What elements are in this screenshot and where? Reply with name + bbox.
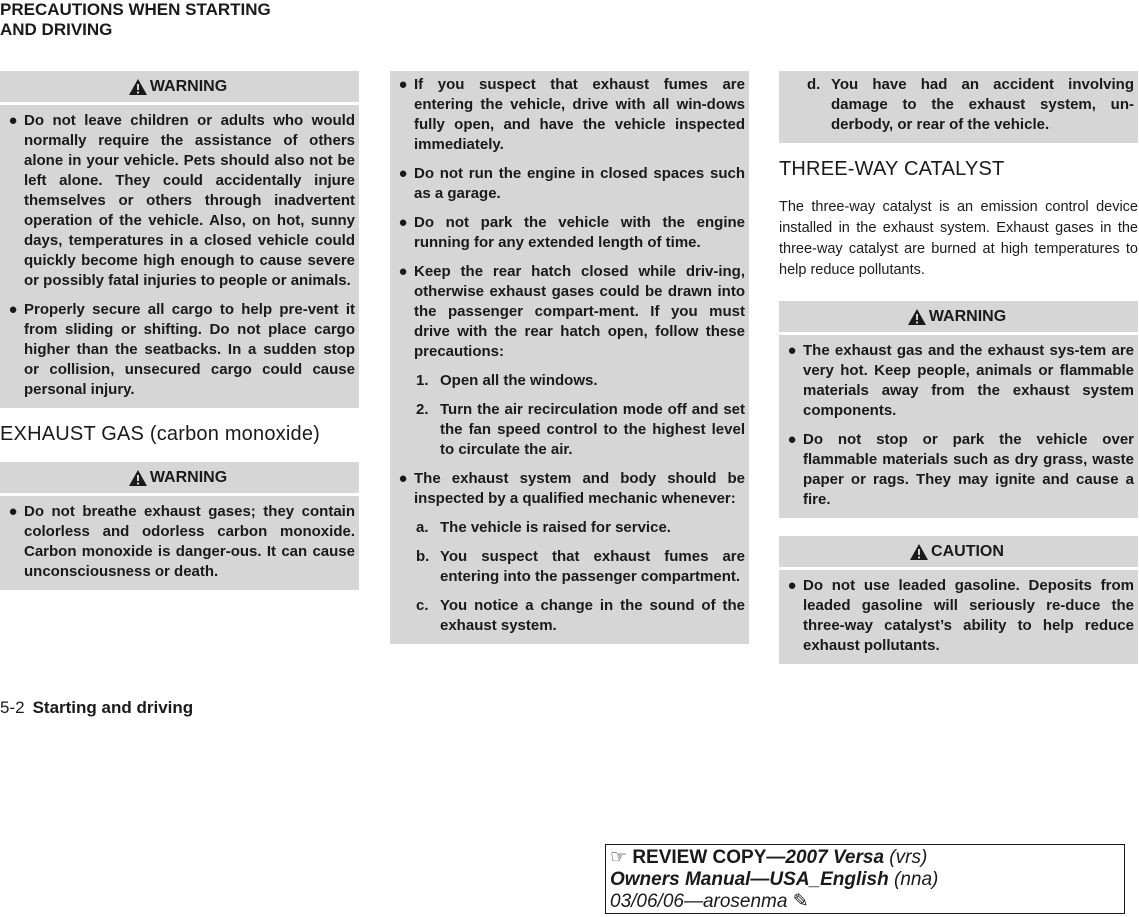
warning-title-text: WARNING xyxy=(149,469,228,486)
item-text: You notice a change in the sound of the exhaust system. xyxy=(440,597,745,634)
bullet-item xyxy=(390,469,745,509)
item-text: You suspect that exhaust fumes are entering into the passenger compartment. xyxy=(440,548,745,585)
warning-triangle-icon xyxy=(128,469,148,487)
bullet-text: Do not leave children or adults who would normally require the assistance of others alone in your vehicle. Pets should also not be left alone. They could accidentally injure themselves or others through inadvertent operation of the vehicle. Also, on hot, sunny days, temperatures in a closed vehicle could quickly become high enough to cause severe or possibly fatal injuries to people or animals. xyxy=(24,112,355,289)
item-letter: d. xyxy=(807,76,821,93)
review-copy-stamp xyxy=(605,844,1125,914)
review-line-2 xyxy=(610,869,1120,891)
bullet-item xyxy=(390,75,745,155)
bullet-dot: ● xyxy=(8,301,18,318)
warning-triangle-icon xyxy=(907,308,927,326)
bullet-text: Do not breathe exhaust gases; they contain colorless and odorless carbon monoxide. Carbon monoxide is danger-ous. It can cause unconsciousness or death. xyxy=(24,503,355,580)
box-divider xyxy=(0,493,359,496)
lettered-item xyxy=(390,547,745,587)
caution-box-catalyst xyxy=(779,536,1138,664)
bullet-text: Do not use leaded gasoline. Deposits from leaded gasoline will seriously re-duce the three-way catalyst’s ability to help reduce exhaust pollutants. xyxy=(803,577,1134,654)
bullet-dot: ● xyxy=(398,76,408,93)
warning-box-catalyst xyxy=(779,301,1138,518)
item-letter: c. xyxy=(416,597,429,614)
bullet-text: Do not park the vehicle with the engine running for any extended length of time. xyxy=(414,214,745,251)
bullet-item xyxy=(390,213,745,253)
caution-triangle-icon xyxy=(909,543,929,561)
warning-title-text: WARNING xyxy=(928,308,1007,325)
bullet-dot: ● xyxy=(787,431,797,448)
item-text: Turn the air recirculation mode off and set the fan speed control to the highest level to circulate the air. xyxy=(440,401,745,458)
bullet-dot: ● xyxy=(398,263,408,280)
lettered-item xyxy=(779,75,1134,135)
item-text: The vehicle is raised for service. xyxy=(440,519,671,536)
bullet-dot: ● xyxy=(787,577,797,594)
lettered-item xyxy=(390,518,745,538)
warning-box-continued xyxy=(390,71,749,644)
bullet-dot: ● xyxy=(398,214,408,231)
warning-box-exhaust xyxy=(0,462,359,590)
catalyst-paragraph: The three-way catalyst is an emission control device installed in the exhaust system. Exhaust gases in the three-way catalyst are burned at high temperatures to help reduce pollutants. xyxy=(779,199,1138,278)
bullet-text: Properly secure all cargo to help pre-vent it from sliding or shifting. Do not place cargo higher than the seatbacks. In a sudden stop or collision, unsecured cargo could cause personal injury. xyxy=(24,301,355,398)
review-manual: Owners Manual—USA_English xyxy=(610,869,889,890)
item-number: 1. xyxy=(416,372,429,389)
review-manual-code: (nna) xyxy=(894,869,939,890)
item-letter: b. xyxy=(416,548,430,565)
warning-title xyxy=(0,74,355,100)
section-heading-three-way-catalyst: THREE-WAY CATALYST xyxy=(779,158,1005,180)
warning-title-text: WARNING xyxy=(149,78,228,95)
bullet-item xyxy=(0,300,355,400)
bullet-dot: ● xyxy=(398,470,408,487)
bullet-text: If you suspect that exhaust fumes are entering the vehicle, drive with all win-dows fully open, and have the vehicle inspected immediately. xyxy=(414,76,745,153)
bullet-item xyxy=(0,111,355,291)
bullet-item xyxy=(779,576,1134,656)
writing-hand-icon: ✎ xyxy=(792,891,809,912)
chapter-title: Starting and driving xyxy=(32,698,194,717)
review-line-1 xyxy=(610,847,1120,869)
warning-title xyxy=(779,304,1134,330)
box-divider xyxy=(779,567,1138,570)
page-number: 5-2 xyxy=(0,698,25,717)
item-number: 2. xyxy=(416,401,429,418)
bullet-text: Do not stop or park the vehicle over flammable materials such as dry grass, waste paper or rags. They may ignite and cause a fire. xyxy=(803,431,1134,508)
column-2 xyxy=(390,71,749,644)
header-line-1: PRECAUTIONS WHEN STARTING xyxy=(0,0,271,19)
review-date: 03/06/06—arosenma xyxy=(610,891,788,912)
caution-title-text: CAUTION xyxy=(931,543,1004,560)
bullet-item xyxy=(779,430,1134,510)
column-3 xyxy=(779,71,1138,664)
warning-title xyxy=(0,465,355,491)
page-header xyxy=(0,0,271,40)
header-line-2: AND DRIVING xyxy=(0,20,113,39)
item-text: Open all the windows. xyxy=(440,372,598,389)
bullet-item xyxy=(779,341,1134,421)
item-text: You have had an accident involving damage to the exhaust system, un-derbody, or rear of the vehicle. xyxy=(831,76,1134,133)
bullet-dot: ● xyxy=(8,503,18,520)
bullet-item xyxy=(390,164,745,204)
section-heading-exhaust-gas: EXHAUST GAS (carbon monoxide) xyxy=(0,423,320,445)
bullet-dot: ● xyxy=(8,112,18,129)
bullet-dot: ● xyxy=(398,165,408,182)
bullet-text: The exhaust system and body should be inspected by a qualified mechanic whenever: xyxy=(414,470,745,507)
bullet-text: Do not run the engine in closed spaces such as a garage. xyxy=(414,165,745,202)
bullet-dot: ● xyxy=(787,342,797,359)
lettered-item xyxy=(390,596,745,636)
caution-title xyxy=(779,539,1134,565)
review-model-code: (vrs) xyxy=(889,847,928,868)
warning-box-children xyxy=(0,71,359,408)
column-1 xyxy=(0,71,359,590)
review-label: REVIEW COPY— xyxy=(632,847,786,868)
item-letter: a. xyxy=(416,519,429,536)
bullet-item xyxy=(0,502,355,582)
numbered-item xyxy=(390,400,745,460)
bullet-text: The exhaust gas and the exhaust sys-tem are very hot. Keep people, animals or flammable materials away from the exhaust system components. xyxy=(803,342,1134,419)
pointing-hand-icon: ☞ xyxy=(610,847,628,868)
warning-triangle-icon xyxy=(128,78,148,96)
bullet-item xyxy=(390,262,745,362)
box-divider xyxy=(0,102,359,105)
page-footer xyxy=(0,698,193,718)
warning-box-continued-end xyxy=(779,71,1138,143)
numbered-item xyxy=(390,371,745,391)
review-model: 2007 Versa xyxy=(785,847,885,868)
box-divider xyxy=(779,332,1138,335)
review-line-3 xyxy=(610,891,1120,913)
bullet-text: Keep the rear hatch closed while driv-ing, otherwise exhaust gases could be drawn into the passenger compart-ment. If you must drive with the rear hatch open, follow these precautions: xyxy=(414,263,745,360)
